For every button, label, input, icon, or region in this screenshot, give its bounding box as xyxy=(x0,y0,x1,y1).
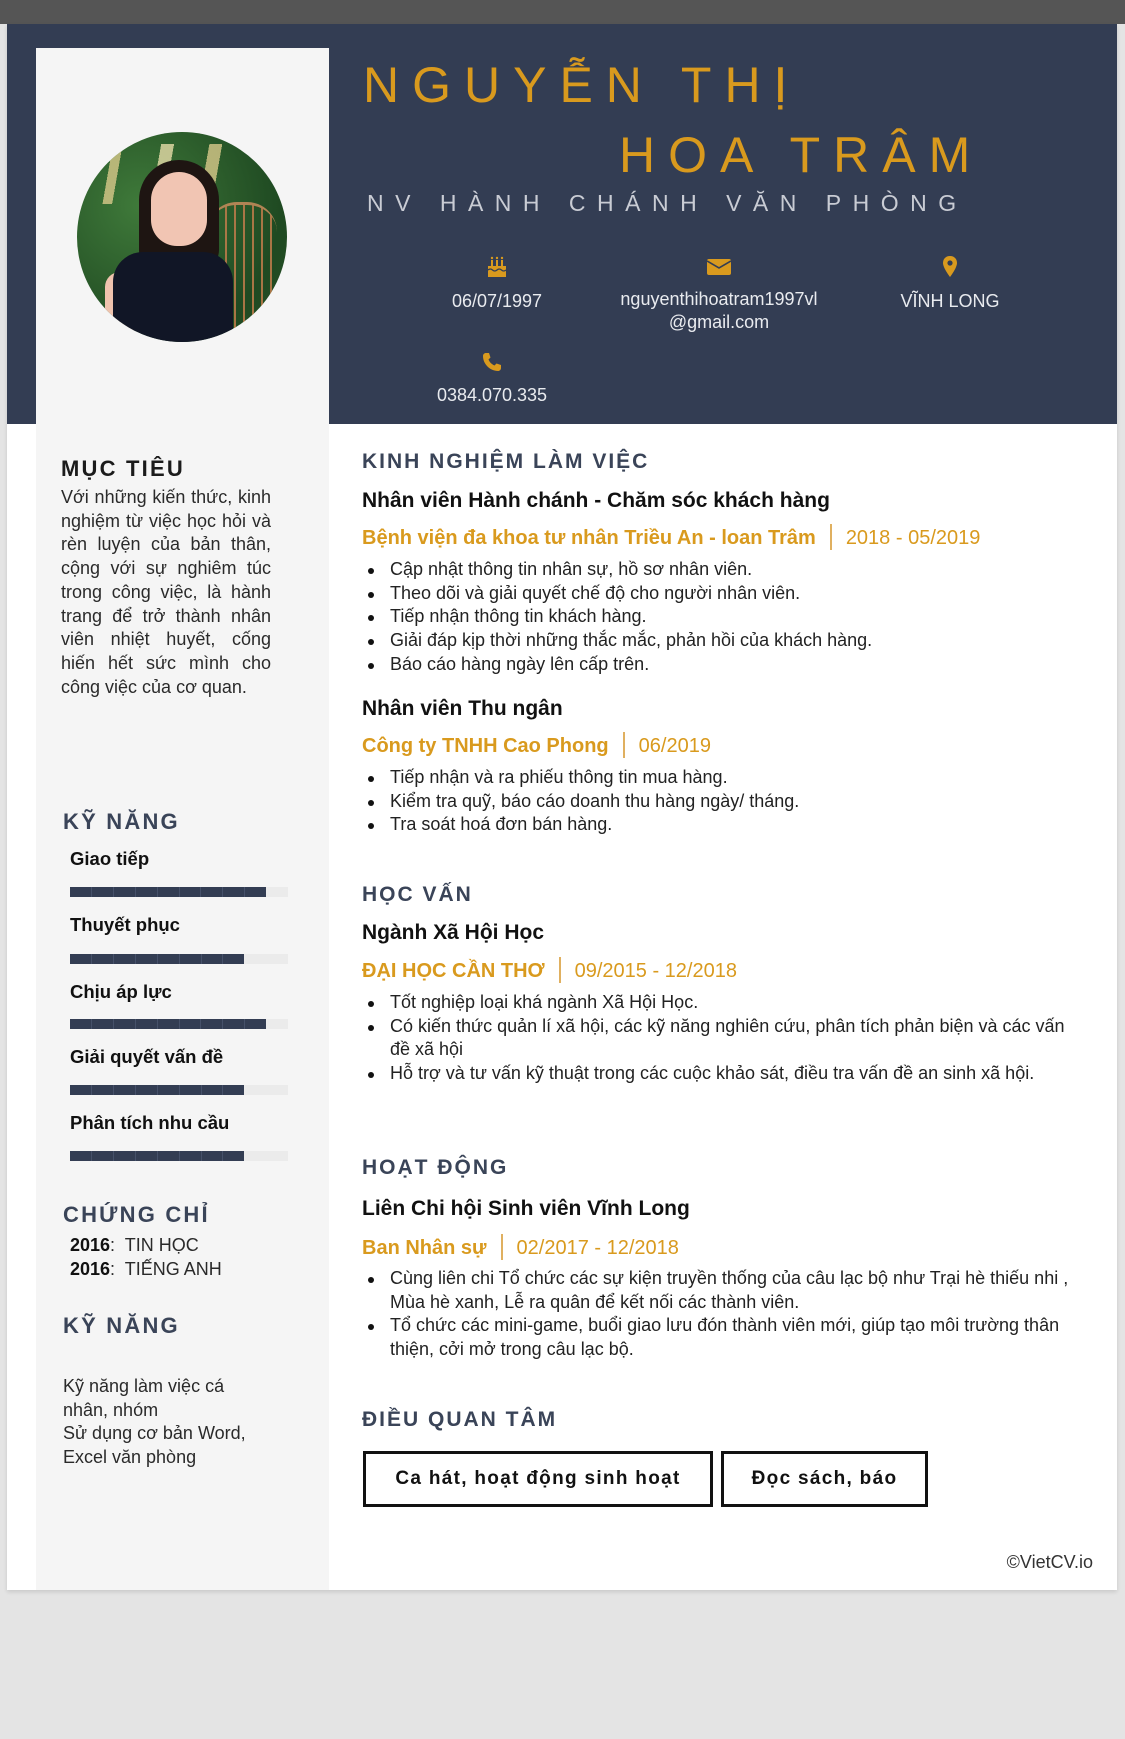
avatar-photo xyxy=(77,132,287,342)
list-item: Cùng liên chi Tổ chức các sự kiện truyền thống của câu lạc bộ như Trại hè thiếu nhi , Mùa hè xanh, Lễ ra quân để kết nối các thành viên. xyxy=(362,1267,1082,1314)
job-period: 06/2019 xyxy=(638,735,711,757)
skill-bar-fill xyxy=(70,1019,266,1029)
job-position: Nhân viên Hành chánh - Chăm sóc khách hàng xyxy=(362,489,830,512)
other-skills-line: Sử dụng cơ bản Word, xyxy=(63,1423,246,1444)
skill-bar xyxy=(70,1019,288,1029)
certificate-name: TIẾNG ANH xyxy=(124,1259,222,1279)
photo-dress xyxy=(113,252,233,342)
skill-bar xyxy=(70,1085,288,1095)
email-line-2: @gmail.com xyxy=(668,312,770,332)
email-line-1: nguyenthihoatram1997vl xyxy=(620,289,818,309)
list-item: Cập nhật thông tin nhân sự, hồ sơ nhân viên. xyxy=(362,558,1082,582)
name-line-1: NGUYỄN THỊ xyxy=(363,57,801,113)
education-major: Ngành Xã Hội Học xyxy=(362,921,545,944)
skill-label: Phân tích nhu cầu xyxy=(70,1112,230,1133)
skill-label: Giải quyết vấn đề xyxy=(70,1046,224,1067)
cv-page xyxy=(7,24,1117,1590)
job-bullets xyxy=(362,558,1082,677)
objective-heading: MỤC TIÊU xyxy=(61,456,185,481)
other-skills-line: Excel văn phòng xyxy=(63,1447,197,1468)
other-skills-line: nhân, nhóm xyxy=(63,1399,159,1420)
list-item: Tiếp nhận thông tin khách hàng. xyxy=(362,605,1082,629)
interest-tag: Ca hát, hoạt động sinh hoạt xyxy=(363,1451,713,1507)
education-period: 09/2015 - 12/2018 xyxy=(574,960,737,982)
skill-label: Thuyết phục xyxy=(70,914,180,935)
list-item: Tổ chức các mini-game, buổi giao lưu đón thành viên mới, giúp tạo môi trường thân thiện, cởi mở trong câu lạc bộ. xyxy=(362,1314,1082,1361)
job-company: Bệnh viện đa khoa tư nhân Triều An - loan Trâm xyxy=(362,527,816,549)
education-heading: HỌC VẤN xyxy=(362,883,473,906)
other-skills-heading: KỸ NĂNG xyxy=(63,1313,180,1338)
list-item: Có kiến thức quản lí xã hội, các kỹ năng nghiên cứu, phân tích phản biện và các vấn đề xã hội xyxy=(362,1015,1082,1062)
job-company-line xyxy=(362,732,711,758)
location-value: VĨNH LONG xyxy=(900,291,1000,311)
certificate-year: 2016 xyxy=(70,1259,111,1279)
list-item: Giải đáp kịp thời những thắc mắc, phản hồi của khách hàng. xyxy=(362,629,1082,653)
interest-tag: Đọc sách, báo xyxy=(721,1451,928,1507)
skill-bar-fill xyxy=(70,954,244,964)
contact-dob xyxy=(417,256,577,313)
certificate-year: 2016 xyxy=(70,1235,111,1255)
job-position: Nhân viên Thu ngân xyxy=(362,697,563,720)
other-skills-text xyxy=(63,1375,293,1470)
skill-bar xyxy=(70,1151,288,1161)
skill-bar-fill xyxy=(70,1151,244,1161)
list-item: Theo dõi và giải quyết chế độ cho người nhân viên. xyxy=(362,582,1082,606)
certificates-heading: CHỨNG CHỈ xyxy=(63,1202,210,1227)
skill-bar-fill xyxy=(70,1085,244,1095)
list-item: Tốt nghiệp loại khá ngành Xã Hội Học. xyxy=(362,991,1082,1015)
skill-bar-fill xyxy=(70,887,266,897)
envelope-icon xyxy=(579,256,859,282)
divider xyxy=(501,1234,503,1260)
interests-heading: ĐIỀU QUAN TÂM xyxy=(362,1408,558,1431)
job-company-line xyxy=(362,524,980,550)
skills-heading: KỸ NĂNG xyxy=(63,809,180,834)
job-company: Công ty TNHH Cao Phong xyxy=(362,735,609,757)
contact-location xyxy=(875,256,1025,313)
name-line-2: HOA TRÂM xyxy=(619,127,984,183)
job-title: NV HÀNH CHÁNH VĂN PHÒNG xyxy=(367,190,968,216)
photo-face xyxy=(151,172,207,246)
list-item: Báo cáo hàng ngày lên cấp trên. xyxy=(362,653,1082,677)
activity-role: Ban Nhân sự xyxy=(362,1237,487,1259)
divider xyxy=(623,732,625,758)
contact-phone[interactable] xyxy=(407,352,577,407)
activity-organization: Liên Chi hội Sinh viên Vĩnh Long xyxy=(362,1197,690,1220)
dob-value: 06/07/1997 xyxy=(451,291,543,311)
education-school: ĐẠI HỌC CẦN THƠ xyxy=(362,960,545,982)
phone-value: 0384.070.335 xyxy=(436,385,548,405)
list-item: Tra soát hoá đơn bán hàng. xyxy=(362,813,1082,837)
other-skills-line: Kỹ năng làm việc cá xyxy=(63,1376,225,1396)
contact-email[interactable] xyxy=(579,256,859,334)
education-school-line xyxy=(362,957,737,983)
list-item: Tiếp nhận và ra phiếu thông tin mua hàng. xyxy=(362,766,1082,790)
certificate-item: 2016: TIẾNG ANH xyxy=(70,1259,222,1279)
skill-label: Chịu áp lực xyxy=(70,981,172,1002)
divider xyxy=(559,957,561,983)
job-period: 2018 - 05/2019 xyxy=(845,527,981,549)
job-bullets xyxy=(362,766,1082,837)
list-item: Hỗ trợ và tư vấn kỹ thuật trong các cuộc khảo sát, điều tra vấn đề an sinh xã hội. xyxy=(362,1062,1082,1086)
skill-bar xyxy=(70,887,288,897)
skill-bar xyxy=(70,954,288,964)
activity-period: 02/2017 - 12/2018 xyxy=(516,1237,679,1259)
list-item: Kiểm tra quỹ, báo cáo doanh thu hàng ngày/ tháng. xyxy=(362,790,1082,814)
activity-role-line xyxy=(362,1234,679,1260)
activities-heading: HOẠT ĐỘNG xyxy=(362,1156,509,1179)
phone-icon xyxy=(407,352,577,378)
footer-credit: ©VietCV.io xyxy=(1006,1552,1093,1572)
top-bar xyxy=(0,0,1125,24)
map-pin-icon xyxy=(875,256,1025,284)
skill-label: Giao tiếp xyxy=(70,848,150,869)
experience-heading: KINH NGHIỆM LÀM VIỆC xyxy=(362,450,650,473)
objective-text: Với những kiến thức, kinh nghiệm từ việc học hỏi và rèn luyện của bản thân, cộng với sự nghiêm túc trong công việc, là hành trang để trở thành nhân viên nhiệt huyết, cống hiến hết sức mình cho công việc của cơ quan. xyxy=(61,487,271,697)
activity-bullets xyxy=(362,1267,1082,1362)
certificate-name: TIN HỌC xyxy=(124,1235,199,1255)
birthday-cake-icon xyxy=(417,256,577,284)
certificate-item: 2016: TIN HỌC xyxy=(70,1235,199,1255)
divider xyxy=(830,524,832,550)
education-bullets xyxy=(362,991,1082,1086)
